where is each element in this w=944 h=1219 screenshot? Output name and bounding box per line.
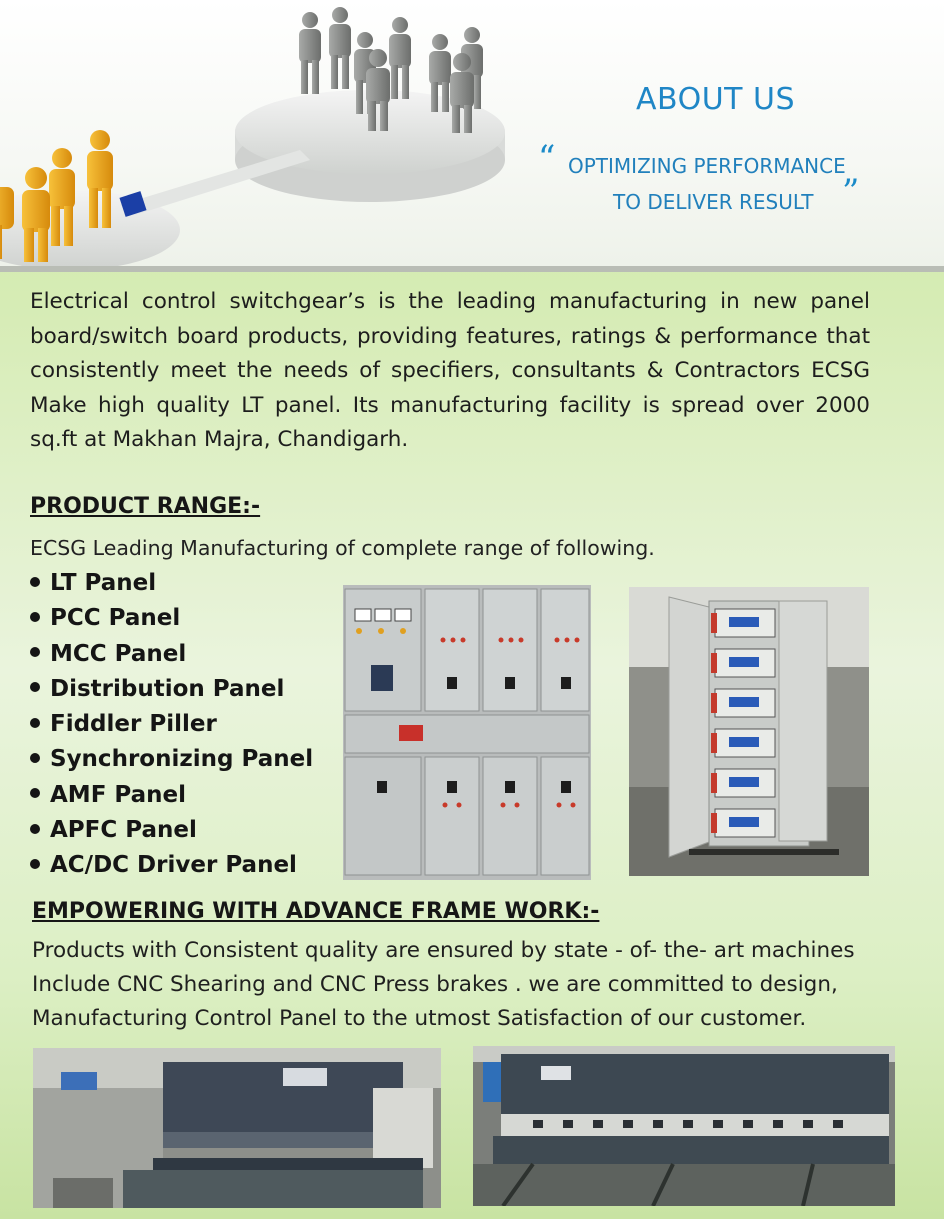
bullet-icon [30, 824, 40, 834]
list-item-label: LT Panel [50, 570, 157, 596]
list-item-label: Fiddler Piller [50, 711, 217, 738]
bullet-icon [30, 682, 40, 692]
product-list [30, 567, 313, 885]
tagline-line-1: OPTIMIZING PERFORMANCE [568, 154, 846, 178]
list-item [30, 602, 313, 637]
list-item-label: MCC Panel [50, 640, 187, 667]
list-item [30, 638, 313, 673]
bullet-icon [30, 647, 40, 657]
tagline-line-2: TO DELIVER RESULT [613, 190, 814, 214]
bullet-icon [30, 612, 40, 622]
list-item [30, 743, 313, 778]
product-range-heading: PRODUCT RANGE:- [30, 494, 261, 519]
open-quote-mark: “ [538, 138, 556, 178]
list-item [30, 567, 313, 602]
bullet-icon [30, 788, 40, 798]
shearing-machine-photo [473, 1046, 895, 1206]
list-item-label: Synchronizing Panel [50, 746, 314, 773]
team-illustration [0, 0, 560, 266]
empowering-heading: EMPOWERING WITH ADVANCE FRAME WORK:- [32, 899, 600, 924]
page-title: ABOUT US [636, 82, 796, 117]
header-banner [0, 0, 944, 272]
list-item-label: AMF Panel [50, 781, 187, 808]
bullet-icon [30, 859, 40, 869]
list-item-label: Distribution Panel [50, 675, 285, 702]
list-item-label: AC/DC Driver Panel [50, 852, 297, 879]
list-item-label: PCC Panel [50, 605, 181, 632]
list-item [30, 673, 313, 708]
open-panel-photo [629, 587, 869, 876]
product-range-intro: ECSG Leading Manufacturing of complete range of following. [30, 536, 655, 560]
empowering-paragraph [32, 934, 898, 1036]
intro-paragraph: Electrical control switchgear’s is the leading manufacturing in new panel board/switch board products, providing features, ratings & performance that consistently meet the needs of specifiers, consultants & Contractors ECSG Make high quality LT panel. Its manufacturing facility is spread over 2000 sq.ft at Makhan Majra, Chandigarh. [30, 289, 870, 452]
empowering-line-3: Manufacturing Control Panel to the utmost Satisfaction of our customer. [32, 1006, 807, 1031]
empowering-line-2: Include CNC Shearing and CNC Press brakes . we are committed to design, [32, 972, 838, 997]
bullet-icon [30, 718, 40, 728]
empowering-line-1: Products with Consistent quality are ensured by state - of- the- art machines [32, 938, 855, 963]
press-brake-photo [33, 1048, 441, 1208]
list-item [30, 779, 313, 814]
close-quote-mark: ” [842, 172, 860, 212]
bullet-icon [30, 577, 40, 587]
list-item-label: APFC Panel [50, 817, 197, 844]
list-item [30, 849, 313, 884]
list-item [30, 814, 313, 849]
bullet-icon [30, 753, 40, 763]
lt-panel-photo [343, 585, 591, 880]
list-item [30, 708, 313, 743]
